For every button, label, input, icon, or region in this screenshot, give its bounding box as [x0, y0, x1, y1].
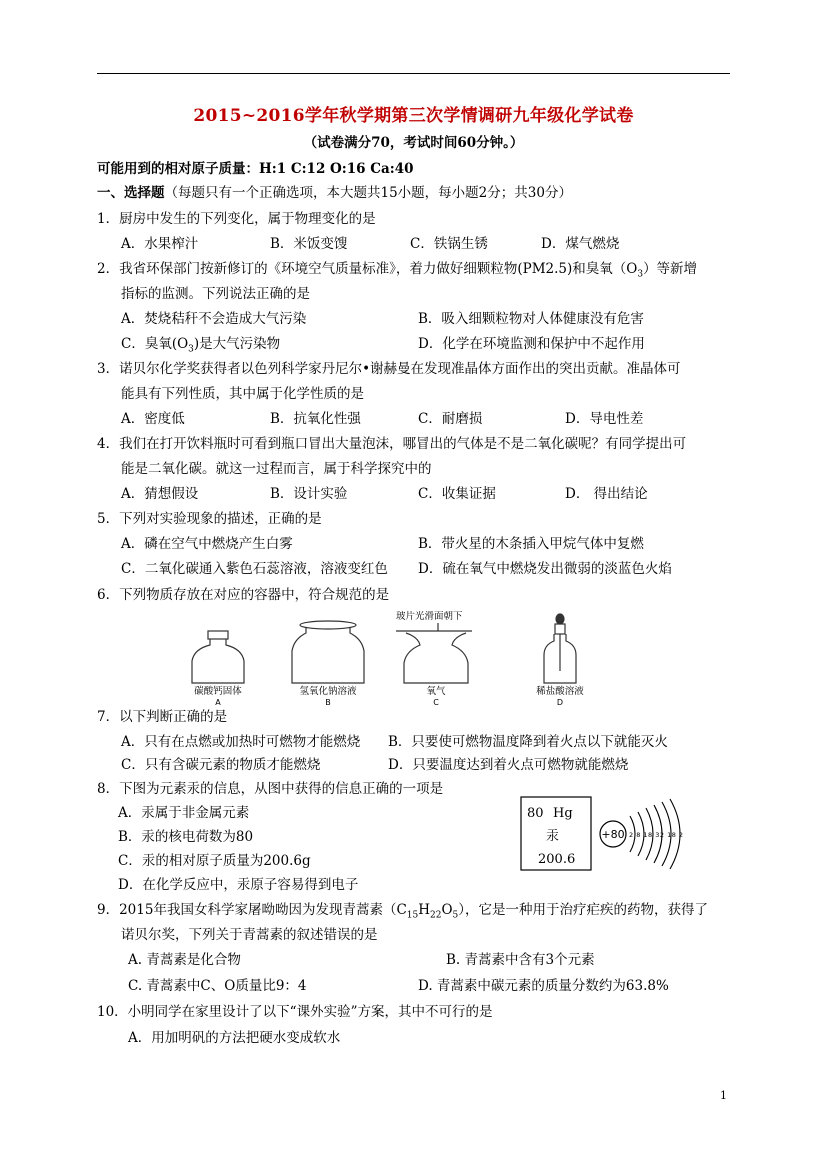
exam-subtitle: （试卷满分70，考试时间60分钟。）: [303, 135, 524, 151]
shell-electrons: 2 8 18 32 18 2: [629, 831, 684, 839]
q6-plate-note: 玻片光滑面朝下: [396, 611, 463, 622]
q7-option-a: A．只有在点燃或加热时可燃物才能燃烧: [121, 734, 361, 750]
letter-a: A: [215, 698, 221, 707]
q4-stem-line2: 能是二氧化碳。就这一过程而言，属于科学探究中的: [121, 461, 432, 477]
q5-option-a: A．磷在空气中燃烧产生白雾: [121, 536, 293, 552]
q3-stem-line2: 能具有下列性质，其中属于化学性质的是: [121, 386, 364, 402]
q7-option-d: D．只要温度达到着火点可燃物就能燃烧: [388, 757, 629, 773]
q3-option-a: A．密度低: [121, 411, 185, 427]
q1-option-b: B．米饭变馊: [270, 236, 348, 252]
q2-option-b: B．吸入细颗粒物对人体健康没有危害: [418, 311, 644, 327]
container-a-bottle: [192, 631, 244, 683]
q8-mercury-figure: [520, 796, 690, 872]
q10-stem: 10．小明同学在家里设计了以下“课外实验”方案，其中不可行的是: [97, 1004, 493, 1020]
label-a: 碳酸钙固体: [194, 686, 242, 697]
label-b: 氢氧化钠溶液: [299, 686, 357, 697]
q8-stem: 8．下图为元素汞的信息，从图中获得的信息正确的一项是: [97, 781, 444, 797]
q9-sub-h: 22: [430, 910, 442, 921]
q3-option-b: B．抗氧化性强: [270, 411, 361, 427]
q9-stem-line2: 诺贝尔奖，下列关于青蒿素的叙述错误的是: [121, 927, 378, 943]
container-b-bottle: [292, 621, 364, 683]
q8-option-c: C．汞的相对原子质量为200.6g: [118, 853, 311, 869]
q9-o: O: [441, 902, 453, 918]
q9-stem-end: ），它是一种用于治疗疟疾的药物，获得了: [458, 902, 709, 918]
q1-option-d: D．煤气燃烧: [541, 236, 620, 252]
q1-option-a: A．水果榨汁: [121, 236, 199, 252]
q2-option-c: [121, 335, 280, 359]
q7-option-c: C．只有含碳元素的物质才能燃烧: [121, 757, 321, 773]
q9-stem-line1: [97, 901, 708, 925]
q10-option-a: A．用加明矾的方法把硬水变成软水: [128, 1030, 341, 1046]
q2-stem-sub: 3: [637, 269, 644, 280]
q7-stem: 7．以下判断正确的是: [97, 709, 228, 725]
atomic-masses: 可能用到的相对原子质量：H:1 C:12 O:16 Ca:40: [97, 161, 414, 177]
q9-option-a: A. 青蒿素是化合物: [128, 952, 241, 968]
atomic-number: 80: [527, 806, 544, 821]
q2-option-c-text: C．臭氧(O: [121, 336, 189, 352]
section-note: （每题只有一个正确选项，本大题共15小题，每小题2分；共30分）: [164, 185, 572, 201]
q2-stem-line2: 指标的监测。下列说法正确的是: [121, 286, 310, 302]
q1-stem: 1．厨房中发生的下列变化，属于物理变化的是: [97, 211, 376, 227]
q2-stem-line1: [97, 260, 697, 284]
q5-option-b: B．带火星的木条插入甲烷气体中复燃: [418, 536, 644, 552]
letter-c: C: [433, 698, 439, 707]
q1-option-c: C．铁锅生锈: [410, 236, 488, 252]
letter-d: D: [556, 698, 564, 707]
q9-h: H: [418, 902, 431, 918]
q2-stem-end: ）等新增: [643, 261, 698, 277]
q6-stem: 6．下列物质存放在对应的容器中，符合规范的是: [97, 587, 390, 603]
q4-option-d: D． 得出结论: [565, 486, 648, 502]
q9-option-c: C. 青蒿素中C、O质量比9：4: [128, 978, 307, 994]
letter-b: B: [325, 698, 331, 707]
q9-option-d: D. 青蒿素中碳元素的质量分数约为63.8%: [418, 978, 669, 994]
header-rule: [97, 73, 730, 74]
q2-option-c-sub: 3: [188, 344, 194, 355]
q5-option-d: D．硫在氧气中燃烧发出微弱的淡蓝色火焰: [418, 561, 672, 577]
q9-sub-o: 5: [452, 910, 459, 921]
q4-option-a: A．猜想假设: [121, 486, 199, 502]
exam-title: 2015~2016学年秋学期第三次学情调研九年级化学试卷: [193, 106, 634, 126]
q9-option-b: B. 青蒿素中含有3个元素: [446, 952, 595, 968]
label-d: 稀盐酸溶液: [536, 686, 584, 697]
q9-stem-text: 9．2015年我国女科学家屠呦呦因为发现青蒿素（C: [97, 902, 407, 918]
q8-option-b: B．汞的核电荷数为80: [118, 829, 254, 845]
element-symbol: Hg: [553, 806, 573, 821]
label-c: 氧气: [426, 686, 446, 697]
q8-option-d: D．在化学反应中，汞原子容易得到电子: [118, 877, 359, 893]
q4-option-c: C．收集证据: [418, 486, 496, 502]
q2-option-d: D．化学在环境监测和保护中不起作用: [418, 336, 645, 352]
q6-containers-figure: [180, 611, 610, 707]
q5-stem: 5．下列对实验现象的描述，正确的是: [97, 511, 322, 527]
container-c-gas-jar: [396, 623, 472, 683]
q5-option-c: C．二氧化碳通入紫色石蕊溶液，溶液变红色: [121, 561, 388, 577]
section-heading: [97, 184, 572, 202]
q3-stem-line1: 3．诺贝尔化学奖获得者以色列科学家丹尼尔•谢赫曼在发现准晶体方面作出的突出贡献。准晶体可: [97, 361, 681, 377]
section-title: 一、选择题: [97, 185, 165, 201]
q7-option-b: B．只要使可燃物温度降到着火点以下就能灭火: [388, 734, 668, 750]
container-d-dropper-bottle: [544, 614, 576, 683]
q2-option-c-end: )是大气污染物: [193, 336, 281, 352]
atomic-mass: 200.6: [538, 852, 576, 867]
q4-stem-line1: 4．我们在打开饮料瓶时可看到瓶口冒出大量泡沫，哪冒出的气体是不是二氧化碳呢？有同学提出可: [97, 436, 687, 452]
q8-option-a: A．汞属于非金属元素: [118, 805, 250, 821]
page-number: 1: [720, 1089, 727, 1102]
q3-option-c: C．耐磨损: [418, 411, 483, 427]
nucleus-charge: +80: [601, 828, 625, 841]
q2-option-a: A．焚烧秸秆不会造成大气污染: [121, 311, 307, 327]
element-name: 汞: [546, 829, 560, 844]
q2-stem-text: 2．我省环保部门按新修订的《环境空气质量标准》，着力做好细颗粒物(PM2.5)和臭氧（O: [97, 261, 638, 277]
q4-option-b: B．设计实验: [270, 486, 348, 502]
q9-sub-c: 15: [406, 910, 419, 921]
q3-option-d: D．导电性差: [565, 411, 644, 427]
